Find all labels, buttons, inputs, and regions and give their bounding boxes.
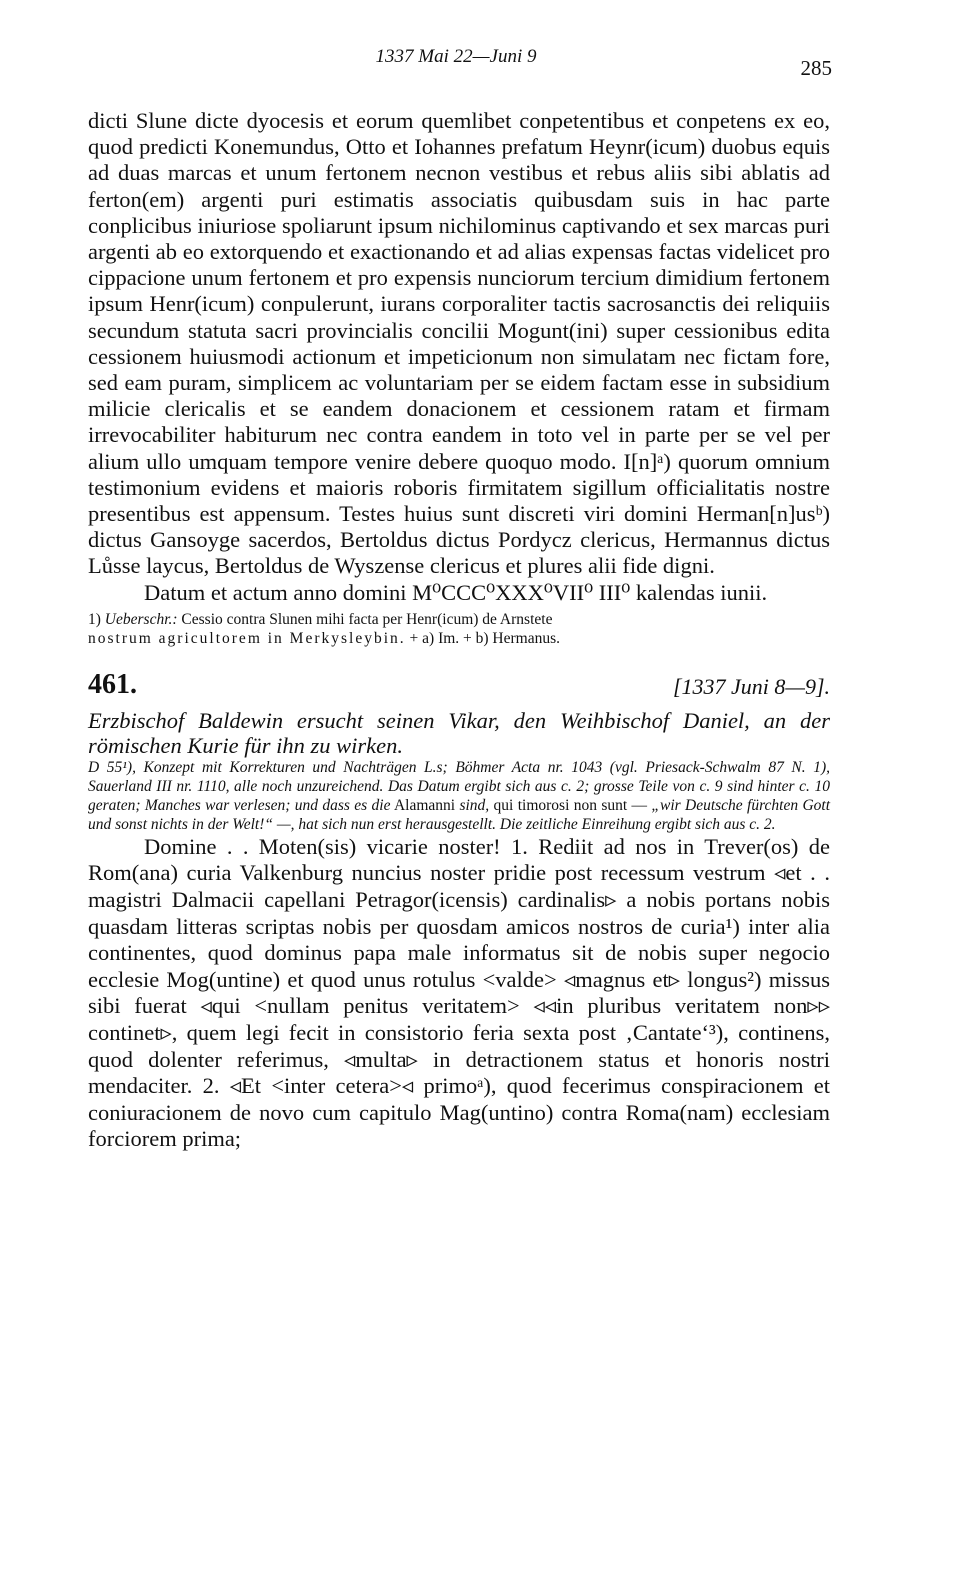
apparatus-part-3: sind, xyxy=(459,796,490,814)
document-header xyxy=(88,668,830,708)
dating-clause: Datum et actum anno domini M⁰CCC⁰XXX⁰VII⁰ III⁰ kalendas iunii. xyxy=(144,579,768,605)
running-head xyxy=(86,46,832,86)
document-regest: Erzbischof Baldewin ersucht seinen Vikar, den Weihbischof Daniel, an der römischen Kurie für ihn zu wirken. xyxy=(88,707,830,758)
footnote-variants: + a) Im. + b) Hermanus. xyxy=(409,629,561,647)
footnote-label: Ueberschr.: xyxy=(104,610,178,628)
continuation-text: dicti Slune dicte dyocesis et eorum quemlibet conpetentibus et conpetens ex eo, quod predicti Konemundus, Otto et Iohannes prefatum Heynr(icum) duobus equis ad duas marcas et unum fertonem necnon vestibus et rebus aliis sibi ablatis ad ferton(em) argenti puri estimatis associatis quibusdam suis in hac parte conplicibus iniuriose spoliarunt ipsum nichilominus captivando et sex marcas puri argenti ab eo extorquendo et exactionando et ad alias expensas factas videlicet pro cippacione unum fertonem et pro expensis nunciorum tercium dimidium fertonem ipsum Henr(icum) conpulerunt, iurans corporaliter tactis sacrosanctis dei reliquiis secundum statuta sacri provincialis concilii Mogunt(ini) super cessionibus edita cessionem huiusmodi actionum et impeticionum non simulatam nec fictam fore, sed eam puram, simplicem ac voluntariam per se eidem factam esse in subsidium milicie clericalis et se eandem donacionem et cessionem ratam et firmam irrevocabiliter habiturum nec contra eandem in toto vel in parte per se vel per alium ullo umquam tempore venire debere quoquo modo. I[n]ᵃ) quorum omnium testimonium evidens et maioris roboris firmitatem sigillum officialitatis nostre presentibus est appensum. Testes huius sunt discreti viri domini Herman[n]usᵇ) dictus Gansoyge sacerdos, Bertoldus dictus Pordycz clericus, Hermannus dictus Lůsse laycus, Bertoldus de Wyszense clericus et plures alii fide digni. xyxy=(88,108,830,579)
critical-apparatus xyxy=(88,758,830,834)
page-number: 285 xyxy=(800,56,832,80)
footnote-spaced-text: nostrum agricultorem in Merkysleybin. xyxy=(88,629,406,647)
apparatus-part-5: „wir Deutsche fürchten Gott und sonst nichts in der Welt!“ —, hat sich nun erst herausgestellt. Die zeitliche Einreihung ergibt sich aus c. 2. xyxy=(88,796,831,833)
footnote-text: Cessio contra Slunen mihi facta per Henr(icum) de Arnstete xyxy=(181,610,553,628)
document-number: 461. xyxy=(88,668,137,700)
document-text: Domine . . Moten(sis) vicarie noster! 1. Rediit ad nos in Trever(os) de Rom(ana) curia Valkenburg nuncius noster pridie post recessum vestrum ◃et . . magistri Dalmacii capellani Petragor(icensis) cardinalis▹ a nobis portans nobis quasdam litteras scriptas nobis per quosdam amicos nostros de curia¹) inter alia continentes, quod dominus papa male informatus sit de nobis super negocio ecclesie Mog(untine) et quod unus rotulus <valde> ◃magnus et▹ longus²) missus sibi fuerat ◃qui <nullam penitus veritatem> ◃◃in pluribus veritatem non▹▹ continet▹, quem legi fecit in consistorio feria sexta post ‚Cantate‘³), continens, quod dolenter referimus, ◃multa▹ in detractionem status et honoris nostri mendaciter. 2. ◃Et <inter cetera>◃ primoᵃ), quod fecerimus conspiracionem et coniuracionem de novo cum capitulo Mag(untino) contra Roma(nam) ecclesiam forciorem prima; xyxy=(88,833,830,1152)
running-head-title: 1337 Mai 22—Juni 9 xyxy=(375,46,537,67)
page-body xyxy=(88,108,830,1153)
apparatus-part-2: Alamanni xyxy=(393,796,456,814)
footnote-marker: 1) xyxy=(88,610,101,628)
footnote xyxy=(88,610,830,648)
document-date: [1337 Juni 8—9]. xyxy=(672,673,830,699)
apparatus-part-1: D 55¹), Konzept mit Korrekturen und Nachträgen L.s; Böhmer Acta nr. 1043 (vgl. Priesack-Schwalm 87 N. 1), Sauerland III nr. 1110, alle noch unzureichend. Das Datum ergibt sich aus c. 2; grosse Teile von c. 9 sind hinter c. 10 geraten; Manches war verlesen; und dass es die xyxy=(88,758,830,814)
apparatus-part-4: qui timorosi non sunt — xyxy=(493,796,648,814)
